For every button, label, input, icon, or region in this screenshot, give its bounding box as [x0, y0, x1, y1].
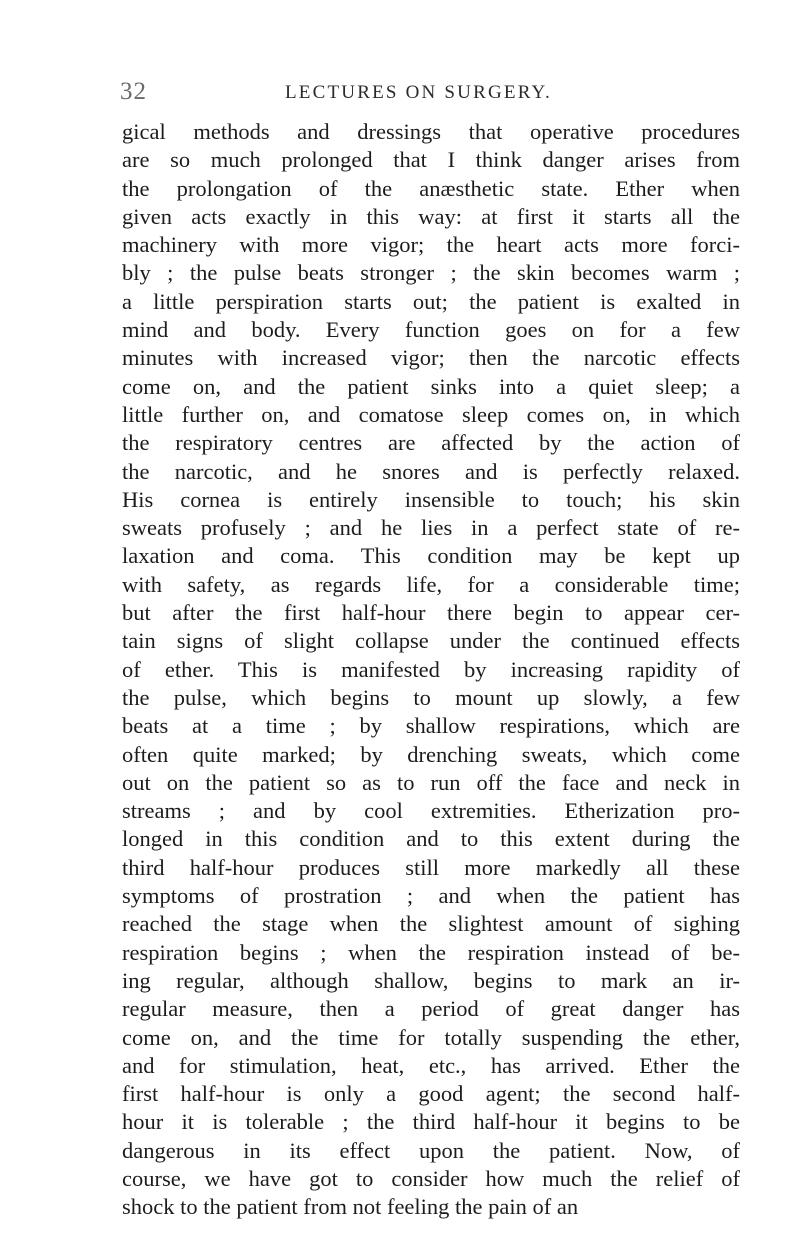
text-line: laxation and coma. This condition may be kept up	[122, 543, 740, 569]
text-line: mind and body. Every function goes on for a few	[122, 317, 740, 343]
text-line: and for stimulation, heat, etc., has arrived. Ether the	[122, 1052, 740, 1078]
text-line: come on, and the time for totally suspending the ether,	[122, 1024, 740, 1050]
text-line: sweats profusely ; and he lies in a perfect state of re-	[122, 515, 740, 541]
text-line: but after the first half-hour there begin to appear cer-	[122, 600, 740, 626]
text-line: dangerous in its effect upon the patient. Now, of	[122, 1137, 740, 1163]
text-line: tain signs of slight collapse under the continued effects	[122, 628, 740, 654]
text-line: little further on, and comatose sleep comes on, in which	[122, 401, 740, 427]
text-line: the respiratory centres are affected by the action of	[122, 430, 740, 456]
text-line: regular measure, then a period of great danger has	[122, 996, 740, 1022]
page-number: 32	[120, 78, 147, 105]
text-line: hour it is tolerable ; the third half-hour it begins to be	[122, 1109, 740, 1135]
text-line: shock to the patient from not feeling the pain of an	[122, 1194, 579, 1220]
text-line: machinery with more vigor; the heart acts more forci-	[122, 232, 740, 258]
text-line: ing regular, although shallow, begins to mark an ir-	[122, 967, 740, 993]
text-line: a little perspiration starts out; the patient is exalted in	[122, 288, 740, 314]
text-line: first half-hour is only a good agent; the second half-	[122, 1081, 740, 1107]
text-line: streams ; and by cool extremities. Etherization pro-	[122, 798, 740, 824]
text-line: minutes with increased vigor; then the narcotic effects	[122, 345, 740, 371]
text-line: beats at a time ; by shallow respirations, which are	[122, 713, 740, 739]
text-line: the pulse, which begins to mount up slowly, a few	[122, 684, 740, 710]
text-line: His cornea is entirely insensible to touch; his skin	[122, 486, 740, 512]
text-line: often quite marked; by drenching sweats, which come	[122, 741, 740, 767]
text-line: symptoms of prostration ; and when the patient has	[122, 883, 740, 909]
text-line: gical methods and dressings that operative procedures	[122, 119, 740, 144]
text-line: the prolongation of the anæsthetic state. Ether when	[122, 175, 740, 201]
text-line: out on the patient so as to run off the face and neck in	[122, 769, 740, 795]
text-line: are so much prolonged that I think danger arises from	[122, 147, 740, 173]
text-line: reached the stage when the slightest amount of sighing	[122, 911, 740, 937]
page-header	[120, 78, 740, 108]
text-line: third half-hour produces still more markedly all these	[122, 854, 740, 880]
text-line: with safety, as regards life, for a considerable time;	[122, 571, 740, 597]
text-line: longed in this condition and to this extent during the	[122, 826, 740, 852]
text-line: of ether. This is manifested by increasing rapidity of	[122, 656, 740, 682]
text-line: course, we have got to consider how much the relief of	[122, 1165, 740, 1191]
text-line: come on, and the patient sinks into a quiet sleep; a	[122, 373, 740, 399]
text-line: respiration begins ; when the respiration instead of be-	[122, 939, 740, 965]
text-line: given acts exactly in this way: at first it starts all the	[122, 203, 740, 229]
text-line: bly ; the pulse beats stronger ; the skin becomes warm ;	[122, 260, 740, 286]
text-line: the narcotic, and he snores and is perfectly relaxed.	[122, 458, 740, 484]
running-head: LECTURES ON SURGERY.	[285, 82, 552, 103]
body-text	[122, 118, 742, 1222]
